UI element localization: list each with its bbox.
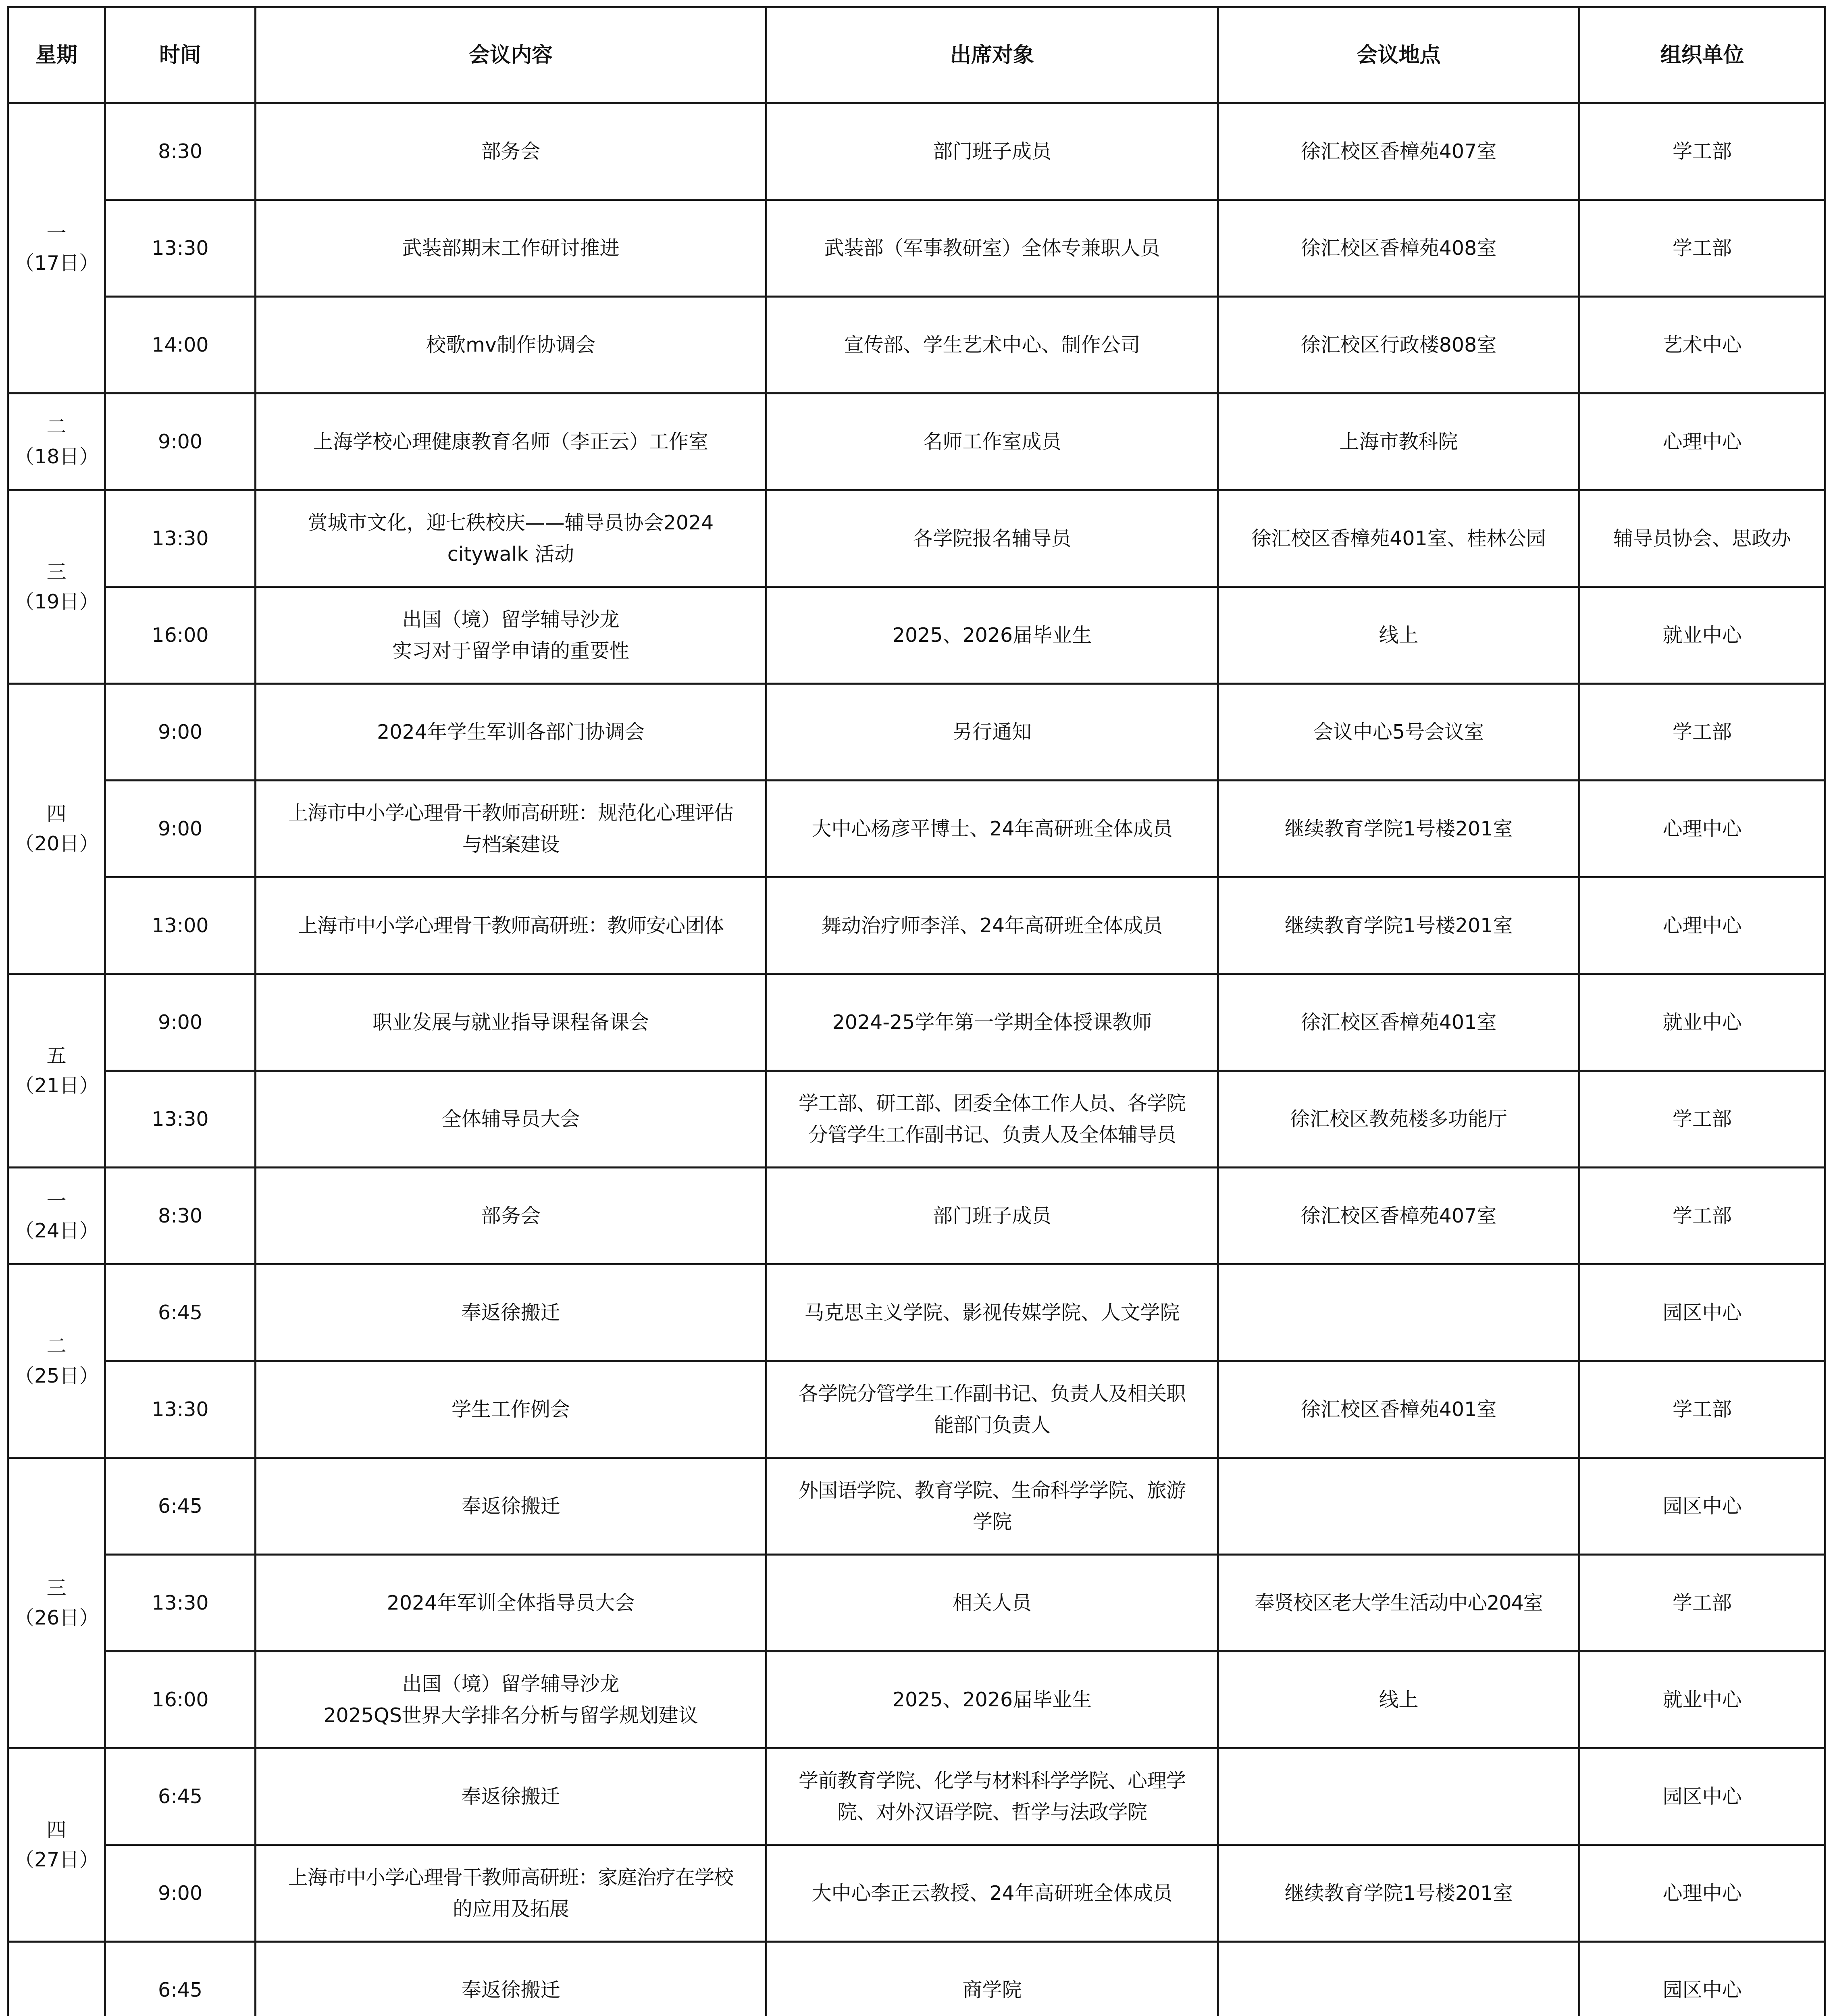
time-cell: 6:45 [105,1748,256,1845]
organizer-cell: 辅导员协会、思政办 [1579,490,1825,587]
organizer-cell: 就业中心 [1579,1652,1825,1748]
organizer-cell: 艺术中心 [1579,297,1825,394]
time-cell: 6:45 [105,1264,256,1361]
table-row [8,1942,1825,2016]
weekday-cell: 三 （19日） [8,490,105,684]
organizer-cell: 心理中心 [1579,781,1825,877]
table-row [8,781,1825,877]
attendees-cell: 武装部（军事教研室）全体专兼职人员 [766,200,1218,297]
attendees-cell: 2024-25学年第一学期全体授课教师 [766,974,1218,1071]
table-row [8,490,1825,587]
attendees-cell: 大中心李正云教授、24年高研班全体成员 [766,1845,1218,1942]
table-row [8,103,1825,200]
location-cell: 徐汇校区香樟苑401室、桂林公园 [1218,490,1579,587]
attendees-cell: 学前教育学院、化学与材料科学学院、心理学 院、对外汉语学院、哲学与法政学院 [766,1748,1218,1845]
attendees-cell: 各学院分管学生工作副书记、负责人及相关职 能部门负责人 [766,1361,1218,1458]
organizer-cell: 学工部 [1579,1168,1825,1264]
location-cell: 徐汇校区香樟苑407室 [1218,103,1579,200]
attendees-cell: 商学院 [766,1942,1218,2016]
organizer-cell: 园区中心 [1579,1748,1825,1845]
time-cell: 16:00 [105,1652,256,1748]
time-cell: 6:45 [105,1458,256,1555]
organizer-cell: 学工部 [1579,684,1825,781]
time-cell: 8:30 [105,103,256,200]
location-cell: 线上 [1218,1652,1579,1748]
location-cell: 会议中心5号会议室 [1218,684,1579,781]
attendees-cell: 另行通知 [766,684,1218,781]
location-cell: 继续教育学院1号楼201室 [1218,781,1579,877]
weekly-meeting-schedule-table [7,6,1826,2016]
location-cell: 徐汇校区香樟苑401室 [1218,1361,1579,1458]
table-row [8,1361,1825,1458]
weekday-cell: 四 （27日） [8,1748,105,1942]
attendees-cell: 各学院报名辅导员 [766,490,1218,587]
table-row [8,877,1825,974]
attendees-cell: 舞动治疗师李洋、24年高研班全体成员 [766,877,1218,974]
attendees-cell: 部门班子成员 [766,1168,1218,1264]
content-cell: 部务会 [256,1168,766,1264]
organizer-cell: 心理中心 [1579,1845,1825,1942]
location-cell: 徐汇校区行政楼808室 [1218,297,1579,394]
attendees-cell: 大中心杨彦平博士、24年高研班全体成员 [766,781,1218,877]
table-row [8,1555,1825,1652]
content-cell: 奉返徐搬迁 [256,1748,766,1845]
content-cell: 奉返徐搬迁 [256,1264,766,1361]
time-cell: 8:30 [105,1168,256,1264]
attendees-cell: 外国语学院、教育学院、生命科学学院、旅游 学院 [766,1458,1218,1555]
organizer-cell: 学工部 [1579,103,1825,200]
weekday-cell: 二 （25日） [8,1264,105,1458]
time-cell: 13:30 [105,1361,256,1458]
organizer-cell: 学工部 [1579,1361,1825,1458]
weekday-cell: 一 （17日） [8,103,105,394]
location-cell: 继续教育学院1号楼201室 [1218,877,1579,974]
header-content: 会议内容 [256,7,766,103]
weekday-cell: 四 （20日） [8,684,105,974]
header-location: 会议地点 [1218,7,1579,103]
organizer-cell: 园区中心 [1579,1942,1825,2016]
organizer-cell: 心理中心 [1579,877,1825,974]
content-cell: 职业发展与就业指导课程备课会 [256,974,766,1071]
content-cell: 出国（境）留学辅导沙龙 实习对于留学申请的重要性 [256,587,766,684]
organizer-cell: 学工部 [1579,200,1825,297]
location-cell [1218,1264,1579,1361]
time-cell: 13:30 [105,1555,256,1652]
content-cell: 上海学校心理健康教育名师（李正云）工作室 [256,394,766,490]
table-row [8,1748,1825,1845]
time-cell: 6:45 [105,1942,256,2016]
table-row [8,1071,1825,1168]
content-cell: 赏城市文化，迎七秩校庆——辅导员协会2024 citywalk 活动 [256,490,766,587]
location-cell: 上海市教科院 [1218,394,1579,490]
location-cell: 徐汇校区香樟苑401室 [1218,974,1579,1071]
weekday-cell: 五 （21日） [8,974,105,1168]
attendees-cell: 2025、2026届毕业生 [766,1652,1218,1748]
content-cell: 部务会 [256,103,766,200]
attendees-cell: 相关人员 [766,1555,1218,1652]
header-row [8,7,1825,103]
time-cell: 13:30 [105,200,256,297]
table-row [8,394,1825,490]
table-row [8,1458,1825,1555]
table-row [8,1845,1825,1942]
table-row [8,1264,1825,1361]
header-attendees: 出席对象 [766,7,1218,103]
table-row [8,1652,1825,1748]
attendees-cell: 名师工作室成员 [766,394,1218,490]
organizer-cell: 心理中心 [1579,394,1825,490]
attendees-cell: 2025、2026届毕业生 [766,587,1218,684]
attendees-cell: 学工部、研工部、团委全体工作人员、各学院 分管学生工作副书记、负责人及全体辅导员 [766,1071,1218,1168]
time-cell: 13:00 [105,877,256,974]
table-row [8,200,1825,297]
header-time: 时间 [105,7,256,103]
organizer-cell: 园区中心 [1579,1458,1825,1555]
table-row [8,684,1825,781]
organizer-cell: 学工部 [1579,1555,1825,1652]
organizer-cell: 学工部 [1579,1071,1825,1168]
table-row [8,974,1825,1071]
location-cell: 线上 [1218,587,1579,684]
content-cell: 学生工作例会 [256,1361,766,1458]
location-cell: 徐汇校区教苑楼多功能厅 [1218,1071,1579,1168]
table-row [8,587,1825,684]
content-cell: 上海市中小学心理骨干教师高研班：规范化心理评估 与档案建设 [256,781,766,877]
location-cell [1218,1942,1579,2016]
time-cell: 9:00 [105,781,256,877]
organizer-cell: 园区中心 [1579,1264,1825,1361]
time-cell: 9:00 [105,394,256,490]
content-cell: 全体辅导员大会 [256,1071,766,1168]
time-cell: 9:00 [105,974,256,1071]
content-cell: 武装部期末工作研讨推进 [256,200,766,297]
content-cell: 上海市中小学心理骨干教师高研班：教师安心团体 [256,877,766,974]
time-cell: 16:00 [105,587,256,684]
organizer-cell: 就业中心 [1579,974,1825,1071]
location-cell: 徐汇校区香樟苑408室 [1218,200,1579,297]
weekday-cell: 一 （24日） [8,1168,105,1264]
location-cell [1218,1458,1579,1555]
location-cell: 奉贤校区老大学生活动中心204室 [1218,1555,1579,1652]
header-weekday: 星期 [8,7,105,103]
content-cell: 上海市中小学心理骨干教师高研班：家庭治疗在学校 的应用及拓展 [256,1845,766,1942]
time-cell: 9:00 [105,1845,256,1942]
content-cell: 2024年军训全体指导员大会 [256,1555,766,1652]
attendees-cell: 马克思主义学院、影视传媒学院、人文学院 [766,1264,1218,1361]
weekday-cell [8,1942,105,2016]
table-row [8,297,1825,394]
weekday-cell: 三 （26日） [8,1458,105,1748]
content-cell: 2024年学生军训各部门协调会 [256,684,766,781]
content-cell: 出国（境）留学辅导沙龙 2025QS世界大学排名分析与留学规划建议 [256,1652,766,1748]
attendees-cell: 宣传部、学生艺术中心、制作公司 [766,297,1218,394]
time-cell: 13:30 [105,490,256,587]
time-cell: 9:00 [105,684,256,781]
content-cell: 校歌mv制作协调会 [256,297,766,394]
location-cell: 继续教育学院1号楼201室 [1218,1845,1579,1942]
content-cell: 奉返徐搬迁 [256,1458,766,1555]
content-cell: 奉返徐搬迁 [256,1942,766,2016]
organizer-cell: 就业中心 [1579,587,1825,684]
time-cell: 13:30 [105,1071,256,1168]
attendees-cell: 部门班子成员 [766,103,1218,200]
location-cell: 徐汇校区香樟苑407室 [1218,1168,1579,1264]
header-organizer: 组织单位 [1579,7,1825,103]
weekday-cell: 二 （18日） [8,394,105,490]
location-cell [1218,1748,1579,1845]
time-cell: 14:00 [105,297,256,394]
table-row [8,1168,1825,1264]
